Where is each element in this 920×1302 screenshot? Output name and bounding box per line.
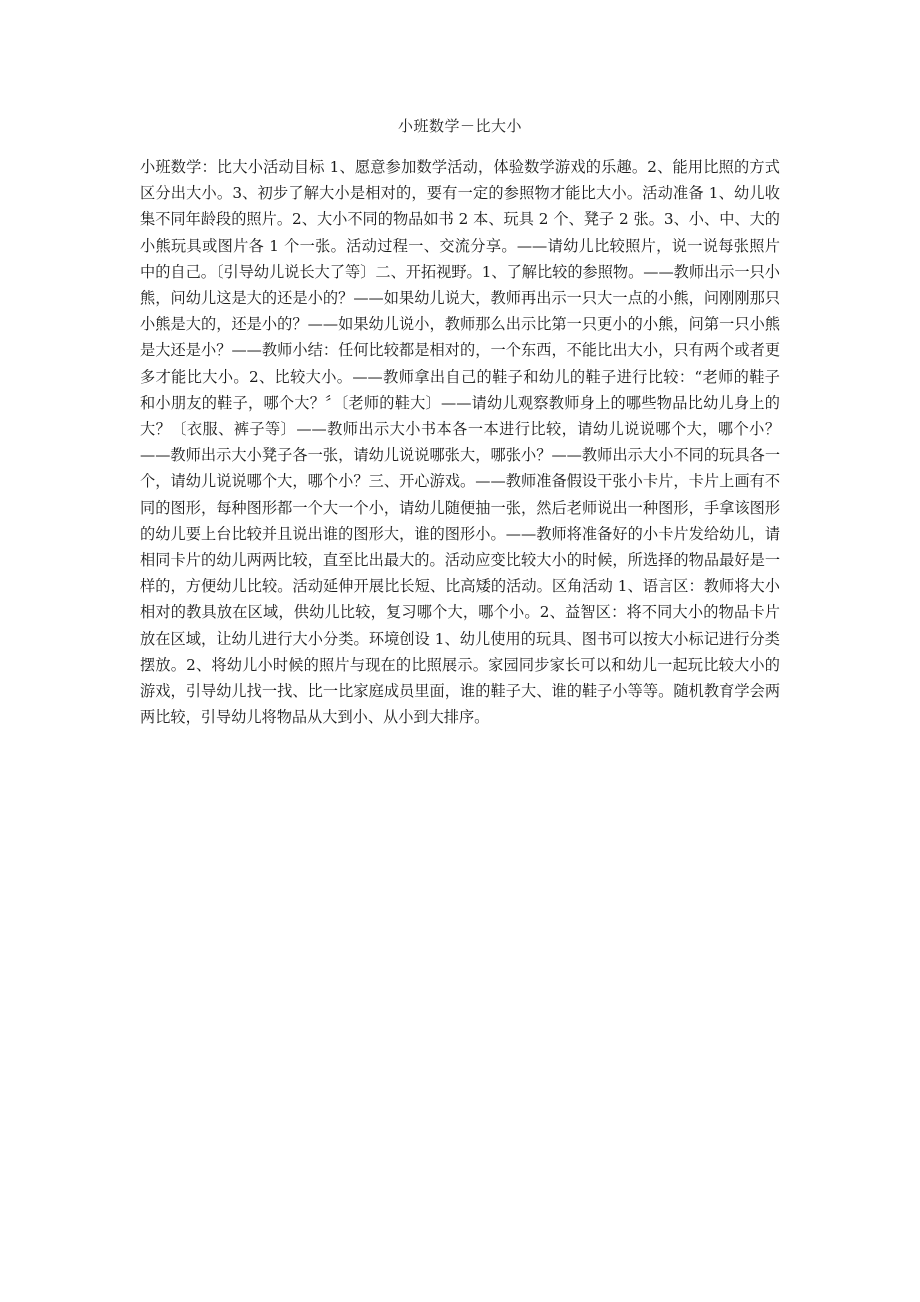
document-body: 小班数学：比大小活动目标 1、愿意参加数学活动，体验数学游戏的乐趣。2、能用比照的方式区分出大小。3、初步了解大小是相对的，要有一定的参照物才能比大小。活动准备 1、幼儿收集不同年龄段的照片。2、大小不同的物品如书 2 本、玩具 2 个、凳子 2 张。3、小、中、大的小熊玩具或图片各 1 个一张。活动过程一、交流分享。——请幼儿比较照片，说一说每张照片中的自己。〔引导幼儿说长大了等〕二、开拓视野。1、了解比较的参照物。——教师出示一只小熊，问幼儿这是大的还是小的？——如果幼儿说大，教师再出示一只大一点的小熊，问刚刚那只小熊是大的，还是小的？——如果幼儿说小，教师那么出示比第一只更小的小熊，问第一只小熊是大还是小？——教师小结：任何比较都是相对的，一个东西，不能比出大小，只有两个或者更多才能比大小。2、比较大小。——教师拿出自己的鞋子和幼儿的鞋子进行比较：“老师的鞋子和小朋友的鞋子，哪个大？〞〔老师的鞋大〕——请幼儿观察教师身上的哪些物品比幼儿身上的大？〔衣服、裤子等〕——教师出示大小书本各一本进行比较，请幼儿说说哪个大，哪个小？——教师出示大小凳子各一张，请幼儿说说哪张大，哪张小？——教师出示大小不同的玩具各一个，请幼儿说说哪个大，哪个小？三、开心游戏。——教师准备假设干张小卡片，卡片上画有不同的图形，每种图形都一个大一个小，请幼儿随便抽一张，然后老师说出一种图形，手拿该图形的幼儿要上台比较并且说出谁的图形大，谁的图形小。——教师将准备好的小卡片发给幼儿，请相同卡片的幼儿两两比较，直至比出最大的。活动应变比较大小的时候，所选择的物品最好是一样的，方便幼儿比较。活动延伸开展比长短、比高矮的活动。区角活动 1、语言区：教师将大小相对的教具放在区域，供幼儿比较，复习哪个大，哪个小。2、益智区：将不同大小的物品卡片放在区域，让幼儿进行大小分类。环境创设 1、幼儿使用的玩具、图书可以按大小标记进行分类摆放。2、将幼儿小时候的照片与现在的比照展示。家园同步家长可以和幼儿一起玩比较大小的游戏，引导幼儿找一找、比一比家庭成员里面，谁的鞋子大、谁的鞋子小等等。随机教育学会两两比较，引导幼儿将物品从大到小、从小到大排序。 [140,158,780,727]
document-title: 小班数学－比大小 [397,117,522,135]
